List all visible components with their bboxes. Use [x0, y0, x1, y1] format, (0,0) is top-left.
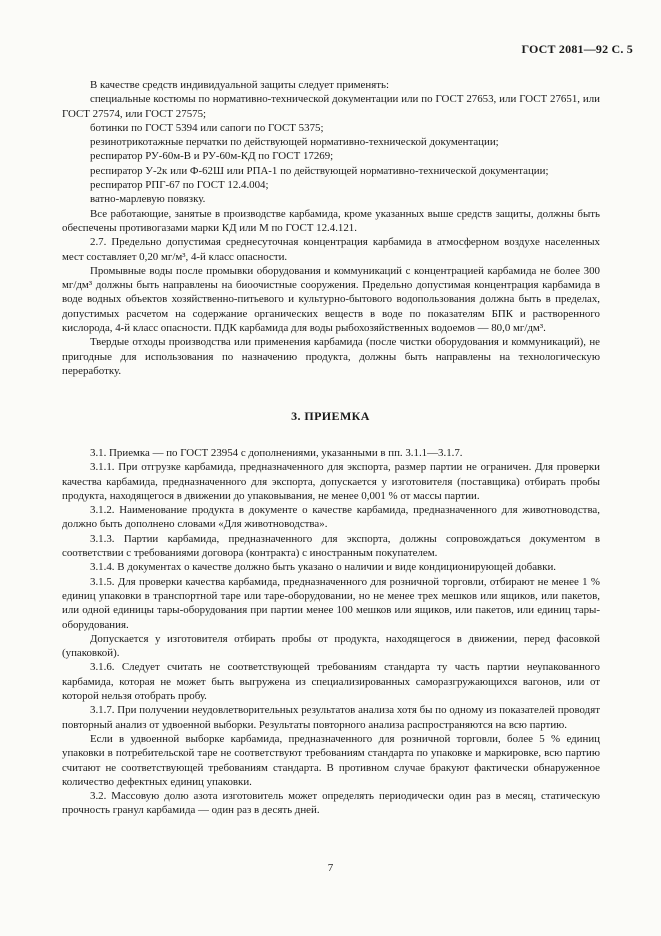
paragraph: ботинки по ГОСТ 5394 или сапоги по ГОСТ 5375;: [90, 121, 324, 134]
paragraph: Все работающие, занятые в производстве карбамида, кроме указанных выше средств защиты, должны быть обеспечены противогазами марки КД или М по ГОСТ 12.4.121.: [62, 207, 600, 234]
section-2-text: [62, 78, 600, 378]
section-3-text: [62, 446, 600, 818]
paragraph: В качестве средств индивидуальной защиты следует применять:: [90, 79, 389, 91]
paragraph: 3.2. Массовую долю азота изготовитель может определять периодически один раз в месяц, статическую прочность гранул карбамида — один раз в десять дней.: [62, 790, 600, 817]
page-number: 7: [327, 862, 334, 874]
paragraph: респиратор РПГ-67 по ГОСТ 12.4.004;: [90, 179, 269, 192]
paragraph: 3.1.4. В документах о качестве должно быть указано о наличии и виде кондиционирующей добавки.: [90, 561, 557, 574]
paragraph: Промывные воды после промывки оборудования и коммуникаций с концентрацией карбамида не более 300 мг/дм³ должны быть направлены на биоочистные сооружения. Предельно допустимая концентрация карбамида в воде водных объектов хозяйственно-питьевого и культурно-бытового водопользования должна быть в пределах, допустимых расчетом на содержание органических веществ в воде по показателям БПК и растворенного кислорода, 4-й класс опасности. ПДК карбамида для воды рыбохозяйственных водоемов — 80,0 мг/дм³.: [62, 264, 600, 335]
paragraph: 3.1.3. Партии карбамида, предназначенного для экспорта, должны сопровождаться документом в соответствии с требованиями договора (контракта) с иностранным покупателем.: [62, 532, 600, 560]
paragraph: 3.1.6. Следует считать не соответствующей требованиям стандарта ту часть партии неупакованного карбамида, которая не может быть выгружена из специализированных саморазгружающихся вагонов, или от которой нельзя отобрать пробу.: [62, 661, 600, 703]
paragraph: 3.1.7. При получении неудовлетворительных результатов анализа хотя бы по одному из показателей проводят повторный анализ от удвоенной выборки. Результаты повторного анализа распространяются на всю партию.: [62, 704, 600, 731]
paragraph: ватно-марлевую повязку.: [90, 193, 206, 206]
paragraph: 3.1.1. При отгрузке карбамида, предназначенного для экспорта, размер партии не ограничен. Для проверки качества карбамида, предназначенного для экспорта, допускается у изготовителя (поставщика) отбирать пробы продукта, находящегося в движении до упаковывания, не менее 0,001 % от массы партии.: [62, 461, 600, 502]
paragraph: 3.1. Приемка — по ГОСТ 23954 с дополнениями, указанными в пп. 3.1.1—3.1.7.: [90, 447, 463, 459]
paragraph: Твердые отходы производства или применения карбамида (после чистки оборудования и коммуникаций), не пригодные для использования по назначению продукта, должны быть направлены на технологическую переработку.: [62, 336, 600, 377]
section-title: 3. ПРИЕМКА: [291, 409, 370, 423]
paragraph: специальные костюмы по нормативно-технической документации или по ГОСТ 27653, или ГОСТ 27651, или ГОСТ 27574, или ГОСТ 27575;: [62, 93, 600, 120]
paragraph: 2.7. Предельно допустимая среднесуточная концентрация карбамида в атмосферном воздухе населенных мест составляет 0,20 мг/м³, 4-й класс опасности.: [62, 236, 600, 263]
paragraph: Если в удвоенной выборке карбамида, предназначенного для розничной торговли, более 5 % единиц упаковки в потребительской таре не соответствуют требованиям стандарта по упаковке и маркировке, всю партию считают не соответствующей требованиям стандарта. В противном случае бракуют фактически обнаруженное количество дефектных единиц упаковки.: [62, 732, 600, 788]
paragraph: респиратор РУ-60м-В и РУ-60м-КД по ГОСТ 17269;: [90, 150, 334, 163]
page-header: ГОСТ 2081—92 С. 5: [521, 42, 633, 56]
paragraph: респиратор У-2к или Ф-62Ш или РПА-1 по действующей нормативно-технической документации;: [90, 164, 549, 177]
paragraph: Допускается у изготовителя отбирать пробы от продукта, находящегося в движении, перед фасовкой (упаковкой).: [62, 632, 600, 660]
paragraph: 3.1.5. Для проверки качества карбамида, предназначенного для розничной торговли, отбирают не менее 1 % единиц упаковки в транспортной таре или таре-оборудовании, но не менее трех мешков или ящиков, или пакетов, или одной единицы тары-оборудования при партии менее 100 мешков или ящиков, или пакетов, или единиц тары-оборудования.: [62, 575, 600, 631]
paragraph: резинотрикотажные перчатки по действующей нормативно-технической документации;: [90, 136, 499, 149]
paragraph: 3.1.2. Наименование продукта в документе о качестве карбамида, предназначенного для животноводства, должно быть дополнено словами «Для животноводства».: [62, 504, 600, 531]
